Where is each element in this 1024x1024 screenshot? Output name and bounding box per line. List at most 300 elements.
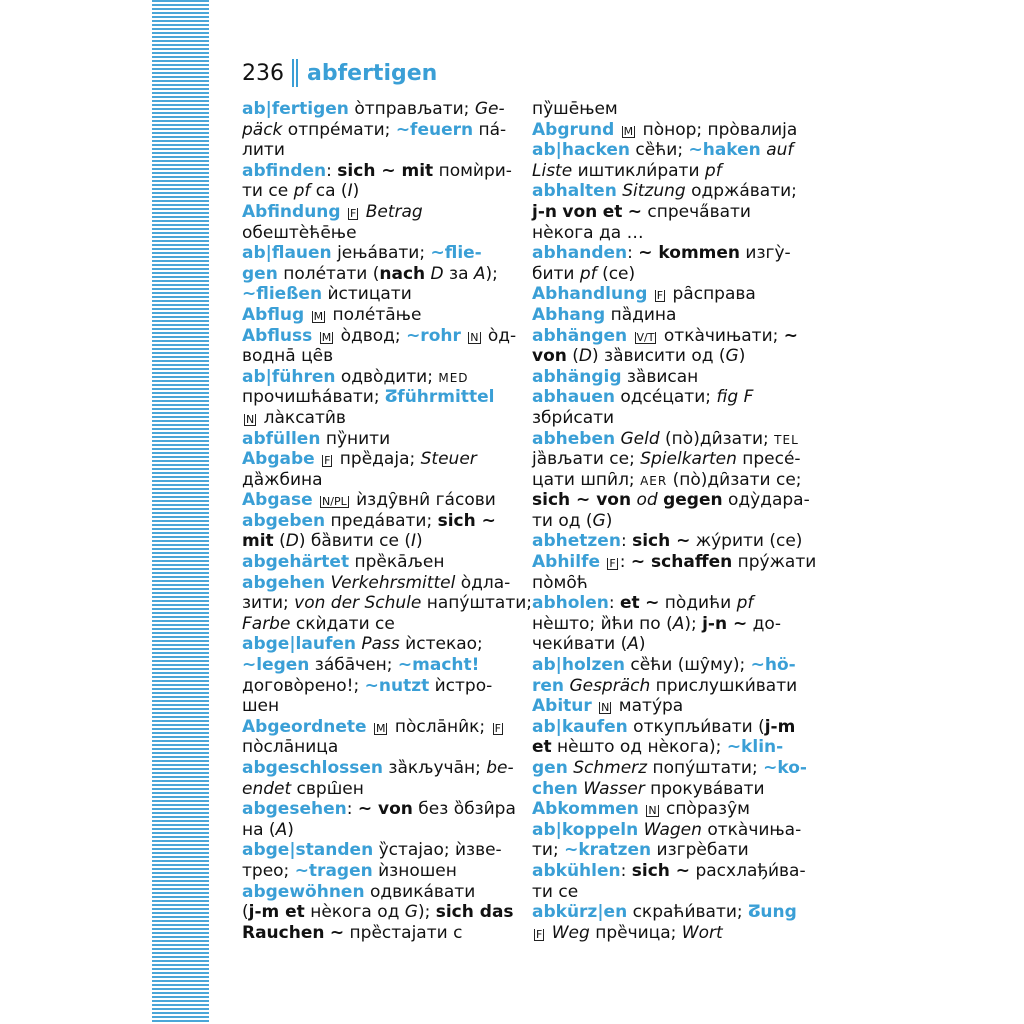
entry-line bbox=[242, 799, 516, 820]
bold-text: ~ schaffen bbox=[630, 552, 733, 573]
text: нѐкога од bbox=[304, 902, 405, 923]
entry-line bbox=[242, 923, 508, 944]
entry-line bbox=[532, 696, 800, 717]
headword: Abfindung bbox=[242, 201, 341, 222]
grammar-label: F bbox=[609, 557, 616, 571]
text: пру́жати bbox=[732, 552, 817, 573]
text: скѝдати се bbox=[290, 613, 395, 634]
text: ) ба̏вити се ( bbox=[298, 531, 412, 552]
text: прислушки́вати bbox=[650, 675, 798, 696]
text: ( bbox=[566, 346, 579, 367]
entry-line bbox=[532, 799, 800, 820]
italic-text: A bbox=[627, 634, 639, 655]
italic-text: Verkehrsmittel bbox=[330, 572, 456, 593]
italic-text: Spielkarten bbox=[640, 449, 737, 470]
entry-line bbox=[532, 490, 810, 511]
text bbox=[367, 717, 372, 737]
text: одвика́вати bbox=[364, 881, 476, 902]
italic-text: Sitzung bbox=[622, 181, 686, 202]
text: за̏висан bbox=[621, 366, 699, 387]
grammar-label: V/T bbox=[636, 330, 655, 344]
text: иштикли́рати bbox=[572, 160, 705, 181]
entry-line bbox=[242, 655, 508, 676]
text: скраћи́вати; bbox=[627, 902, 749, 923]
text: збри́сати bbox=[532, 407, 615, 428]
text: пре̏даја; bbox=[334, 449, 421, 470]
italic-text: Pass bbox=[361, 634, 400, 655]
bold-text: ~ bbox=[627, 201, 642, 222]
headword: ~macht! bbox=[397, 655, 480, 676]
text: (по̀)ди̑зати се; bbox=[667, 469, 802, 490]
text: попу́штати; bbox=[647, 758, 764, 778]
text: чеки́вати ( bbox=[532, 634, 628, 655]
entry-line bbox=[532, 161, 800, 182]
text: лити bbox=[242, 140, 285, 161]
entry-line bbox=[532, 737, 800, 758]
text: преда́вати; bbox=[325, 510, 438, 531]
text: догово̀рено!; bbox=[242, 675, 365, 696]
text: напу́штати; bbox=[421, 593, 532, 614]
text: поле́та̄ње bbox=[327, 304, 422, 325]
text: : bbox=[608, 593, 621, 614]
text: откупљи́вати ( bbox=[627, 716, 765, 737]
headword: ~haken bbox=[688, 140, 761, 161]
headword: ~hö- bbox=[750, 655, 796, 676]
text: ти се bbox=[532, 881, 579, 902]
entry-line bbox=[242, 470, 508, 491]
headword: ~feuern bbox=[395, 119, 474, 140]
grammar-label: N bbox=[246, 412, 255, 426]
entry-line bbox=[242, 717, 508, 738]
headword: ⵒung bbox=[748, 902, 797, 923]
italic-text: päck bbox=[242, 119, 283, 140]
bold-text: et bbox=[602, 201, 623, 222]
text: за́ба̄чен; bbox=[309, 655, 398, 676]
headword: abhängen bbox=[532, 325, 628, 346]
entry-line bbox=[242, 202, 508, 223]
italic-text: Farbe bbox=[242, 613, 291, 634]
headword: ab|flauen bbox=[242, 243, 332, 264]
bold-text: sich ~ bbox=[437, 510, 496, 531]
grammar-label: M bbox=[321, 330, 332, 344]
entry-line bbox=[242, 840, 508, 861]
text: пре̏ка̄љен bbox=[349, 552, 445, 573]
entry-line bbox=[242, 593, 532, 614]
text: ла̀ксати̑в bbox=[258, 407, 346, 428]
header-rule bbox=[296, 59, 298, 87]
italic-text: Ge- bbox=[474, 99, 505, 119]
text: : bbox=[619, 552, 631, 573]
text: ) bbox=[638, 634, 646, 655]
text: трео; bbox=[242, 860, 295, 881]
text: јења́вати; bbox=[331, 243, 431, 264]
grammar-label: N bbox=[648, 804, 657, 818]
text bbox=[647, 284, 652, 304]
headword: abholen bbox=[532, 593, 609, 614]
dictionary-column-left bbox=[242, 99, 532, 943]
text bbox=[341, 202, 346, 222]
entry-line bbox=[532, 449, 800, 470]
text bbox=[639, 799, 644, 819]
entry-line bbox=[242, 429, 508, 450]
headword: Abhilfe bbox=[532, 552, 601, 573]
entry-line bbox=[532, 717, 800, 738]
bold-text: mit bbox=[242, 531, 274, 552]
text: одсе́цати; bbox=[614, 387, 717, 408]
entry-line bbox=[532, 99, 800, 120]
italic-text: Wagen bbox=[643, 819, 702, 840]
text: : bbox=[620, 531, 633, 552]
headword: gen bbox=[532, 758, 568, 778]
entry-line bbox=[532, 181, 800, 202]
text: водна̄ це̑в bbox=[242, 346, 334, 367]
text: : bbox=[627, 243, 639, 264]
bold-text: ~ bbox=[783, 325, 798, 346]
text: (по̀)ди̑зати; bbox=[659, 428, 775, 449]
entry-line bbox=[242, 614, 508, 635]
entry-line bbox=[532, 593, 800, 614]
grammar-label: F bbox=[656, 289, 664, 303]
grammar-label: N bbox=[601, 701, 610, 715]
text: по̀дићи bbox=[659, 593, 737, 614]
grammar-label: F bbox=[349, 206, 357, 220]
italic-text: pf bbox=[736, 593, 754, 614]
entry-line bbox=[242, 325, 517, 347]
text: помѝри- bbox=[433, 160, 512, 181]
text: пре̏чица; bbox=[589, 922, 682, 943]
text: ра̑справа bbox=[667, 284, 756, 305]
italic-text: Gespräch bbox=[569, 675, 651, 696]
italic-text: G bbox=[592, 510, 606, 531]
text: по̀нор; про̀валија bbox=[637, 119, 798, 140]
headword: abgeben bbox=[242, 510, 326, 531]
headword: Abitur bbox=[532, 696, 592, 717]
text: спречa̋вати bbox=[642, 201, 751, 222]
italic-text: pf bbox=[704, 160, 722, 181]
entry-line bbox=[242, 99, 508, 120]
entry-line bbox=[532, 367, 800, 388]
entry-line bbox=[532, 120, 800, 141]
text: обештѐће̄ње bbox=[242, 222, 357, 243]
text bbox=[315, 449, 320, 469]
italic-text: endet bbox=[242, 778, 292, 799]
entry-line bbox=[242, 531, 508, 552]
grammar-label: F bbox=[494, 721, 501, 735]
entry-line bbox=[532, 779, 800, 800]
grammar-label: F bbox=[536, 927, 543, 941]
entry-line bbox=[242, 779, 508, 800]
grammar-label: N/PL bbox=[322, 495, 347, 509]
text bbox=[592, 696, 597, 716]
headword: ren bbox=[532, 675, 565, 696]
headword: ~rohr bbox=[406, 325, 461, 346]
headword: ~flie- bbox=[430, 243, 482, 264]
text bbox=[312, 326, 317, 346]
headword: abhetzen bbox=[532, 531, 621, 552]
headword: abfinden bbox=[242, 160, 327, 181]
entry-line bbox=[532, 470, 800, 491]
italic-text: G bbox=[404, 902, 418, 923]
grammar-label: N bbox=[470, 330, 479, 344]
entry-line bbox=[242, 367, 508, 388]
entry-line bbox=[242, 408, 508, 429]
italic-text: Wasser bbox=[583, 778, 645, 799]
small-caps-label: MED bbox=[438, 370, 469, 385]
text: шен bbox=[242, 696, 280, 717]
text: мату́ра bbox=[613, 696, 684, 717]
bold-text: ~ von bbox=[357, 799, 413, 820]
italic-text: pf bbox=[579, 263, 597, 284]
text: ); bbox=[684, 613, 703, 634]
entry-line bbox=[532, 573, 800, 594]
text: ѝзду̑вни̑ га́сови bbox=[350, 490, 496, 511]
text: ја̏вљати се; bbox=[532, 449, 641, 470]
entry-line bbox=[532, 243, 800, 264]
entry-line bbox=[532, 758, 807, 779]
text: сврш̑ен bbox=[291, 778, 364, 799]
entry-line bbox=[532, 902, 800, 923]
entry-line bbox=[242, 511, 508, 532]
bold-text: j-m bbox=[764, 716, 796, 737]
text: ); bbox=[417, 902, 436, 923]
headword: abhanden bbox=[532, 243, 628, 264]
page-header bbox=[242, 58, 437, 88]
bold-text: et bbox=[532, 737, 552, 758]
italic-text: Geld bbox=[620, 428, 660, 449]
text: у̏стајао; ѝзве- bbox=[373, 840, 502, 861]
text: расхлађи́ва- bbox=[690, 860, 806, 881]
headword: ~nutzt bbox=[364, 675, 430, 696]
text: ) bbox=[416, 531, 423, 552]
entry-line bbox=[242, 264, 508, 285]
text: па̏дина bbox=[605, 304, 677, 325]
text: прочишћа́вати; bbox=[242, 387, 385, 408]
entry-line bbox=[532, 676, 800, 697]
running-head: abfertigen bbox=[307, 60, 438, 86]
entry-line bbox=[532, 387, 800, 408]
headword: Abfluss bbox=[242, 325, 313, 346]
text: за bbox=[443, 263, 474, 284]
entry-line bbox=[532, 511, 800, 532]
headword: ~klin- bbox=[726, 737, 784, 758]
entry-line bbox=[532, 326, 800, 347]
text: зити; bbox=[242, 593, 295, 614]
headword: ab|hacken bbox=[532, 140, 630, 161]
text: : bbox=[326, 160, 338, 181]
grammar-label: M bbox=[313, 309, 324, 323]
text: нѐкога да … bbox=[532, 222, 644, 243]
text: изгу̀- bbox=[740, 243, 791, 264]
entry-line bbox=[242, 387, 508, 408]
text: се̏ћи (шу̑му); bbox=[625, 655, 751, 676]
bold-text: nach bbox=[379, 263, 426, 284]
entry-line bbox=[532, 820, 800, 841]
text: ѝстицати bbox=[322, 284, 412, 305]
entry-line bbox=[242, 305, 508, 326]
headword: Abgeordnete bbox=[242, 716, 367, 737]
italic-text: Steuer bbox=[420, 449, 477, 470]
headword: ab|fertigen bbox=[242, 99, 349, 119]
bold-text: ~ kommen bbox=[638, 243, 741, 264]
headword: gen bbox=[242, 263, 278, 284]
headword: abgesehen bbox=[242, 799, 347, 820]
text: : bbox=[620, 860, 632, 881]
text: прокува́вати bbox=[644, 778, 765, 799]
italic-text: G bbox=[725, 346, 739, 367]
headword: abhalten bbox=[532, 181, 617, 202]
text: ѝстекао; bbox=[399, 634, 483, 655]
text: на ( bbox=[242, 819, 276, 840]
text: без о̏бзи̑ра bbox=[412, 799, 516, 820]
italic-text: auf bbox=[766, 140, 794, 161]
headword: abgehärtet bbox=[242, 552, 350, 573]
italic-text: Schmerz bbox=[573, 758, 648, 778]
italic-text: fig bbox=[716, 387, 739, 408]
entry-line bbox=[242, 861, 508, 882]
text: одржа́вати; bbox=[685, 181, 797, 202]
headword: Abflug bbox=[242, 304, 305, 325]
italic-text: D bbox=[285, 531, 299, 552]
italic-text: D bbox=[578, 346, 593, 367]
text: по̀сла̄ница bbox=[242, 737, 339, 758]
entry-line bbox=[242, 449, 508, 470]
text: ); bbox=[485, 263, 498, 284]
text bbox=[461, 326, 466, 346]
text: ти; bbox=[532, 840, 565, 861]
text: па́- bbox=[473, 119, 507, 140]
entry-line bbox=[532, 408, 800, 429]
entry-line bbox=[532, 552, 817, 573]
headword: ~legen bbox=[242, 655, 310, 676]
text: о̀дла- bbox=[455, 572, 511, 593]
bold-text: ~ bbox=[329, 922, 345, 943]
headword: Abhang bbox=[532, 304, 606, 325]
text: пре̏стајати с bbox=[344, 922, 463, 943]
bold-text: ~ bbox=[645, 593, 660, 614]
entry-line bbox=[532, 140, 800, 161]
dictionary-column-right bbox=[532, 99, 817, 943]
headword: Abgase bbox=[242, 490, 313, 511]
italic-text: A bbox=[275, 819, 288, 840]
text bbox=[600, 552, 605, 572]
text: за̏кључа̄н; bbox=[383, 758, 487, 778]
entry-line bbox=[242, 758, 514, 779]
headword: ~ko- bbox=[763, 758, 807, 778]
text: ) bbox=[738, 346, 746, 367]
headword: Abgrund bbox=[532, 119, 615, 140]
headword: abge|standen bbox=[242, 840, 374, 861]
entry-line bbox=[532, 860, 806, 882]
entry-line bbox=[532, 305, 800, 326]
italic-text: Wort bbox=[681, 922, 723, 943]
headword: ~fließen bbox=[242, 284, 323, 305]
italic-text: von der Schule bbox=[294, 593, 422, 614]
bold-text: et bbox=[620, 593, 640, 614]
headword: Abgabe bbox=[242, 449, 315, 470]
italic-text: A bbox=[473, 263, 486, 284]
entry-line bbox=[532, 346, 800, 367]
text: цати шпи̑л; bbox=[532, 469, 641, 490]
text: ти се bbox=[242, 181, 294, 202]
text: ) bbox=[605, 510, 613, 531]
text: да̏жбина bbox=[242, 469, 323, 490]
text: ) bbox=[352, 181, 360, 202]
entry-line bbox=[242, 737, 508, 758]
headword: ⵒführmittel bbox=[384, 387, 495, 408]
bold-text: von bbox=[562, 201, 598, 222]
bold-text: gegen bbox=[663, 490, 723, 511]
entry-line bbox=[242, 552, 508, 573]
text: òтправљати; bbox=[348, 99, 475, 119]
bold-text: sich ~ bbox=[631, 860, 691, 881]
entry-line bbox=[242, 490, 508, 511]
grammar-label: F bbox=[324, 454, 331, 468]
text: ) за̏висити од ( bbox=[592, 346, 726, 367]
entry-line bbox=[532, 655, 800, 676]
headword: abhängig bbox=[532, 366, 622, 387]
headword: abfüllen bbox=[242, 428, 321, 449]
italic-text: od bbox=[636, 490, 658, 511]
entry-line bbox=[532, 531, 803, 552]
entry-line bbox=[242, 243, 508, 264]
entry-line bbox=[242, 902, 514, 923]
headword: ab|führen bbox=[242, 366, 336, 387]
text: ( bbox=[242, 902, 249, 923]
text: отпре́мати; bbox=[282, 119, 396, 140]
entry-line bbox=[242, 820, 508, 841]
text: ти од ( bbox=[532, 510, 593, 531]
bold-text: sich ~ bbox=[632, 531, 691, 552]
entry-line bbox=[242, 284, 508, 305]
headword: Abkommen bbox=[532, 799, 639, 820]
entry-line bbox=[242, 346, 508, 367]
text: нѐшто; и̏ћи по ( bbox=[532, 613, 673, 634]
entry-line bbox=[242, 160, 512, 182]
text: ѝзношен bbox=[372, 860, 457, 881]
text: изгрѐбати bbox=[651, 840, 749, 861]
bold-text: sich ~ mit bbox=[337, 160, 434, 181]
headword: ab|holzen bbox=[532, 655, 625, 676]
entry-line bbox=[532, 923, 800, 944]
entry-line bbox=[242, 634, 508, 655]
entry-line bbox=[532, 264, 800, 285]
text: пу̏нити bbox=[320, 428, 391, 449]
headword: Abhandlung bbox=[532, 284, 648, 305]
bold-text: von bbox=[532, 346, 567, 367]
italic-text: D bbox=[430, 263, 444, 284]
headword: ab|koppeln bbox=[532, 819, 639, 840]
headword: abgeschlossen bbox=[242, 758, 384, 778]
entry-line bbox=[242, 696, 508, 717]
italic-text: A bbox=[672, 613, 685, 634]
entry-line bbox=[242, 140, 508, 161]
text: нѐшто од нѐкога); bbox=[551, 737, 727, 758]
text: (се) bbox=[596, 263, 636, 284]
entry-line bbox=[242, 120, 508, 141]
entry-line bbox=[532, 882, 800, 903]
text: ) bbox=[287, 819, 294, 840]
text: о̀д- bbox=[482, 325, 517, 346]
headword: abgehen bbox=[242, 572, 326, 593]
entry-line bbox=[532, 223, 800, 244]
text: се̏ћи; bbox=[629, 140, 689, 161]
entry-line bbox=[532, 429, 800, 450]
header-rule bbox=[292, 59, 294, 87]
headword: ab|kaufen bbox=[532, 716, 628, 737]
headword: ~kratzen bbox=[564, 840, 652, 861]
text: до- bbox=[747, 613, 781, 634]
italic-text: be- bbox=[486, 758, 514, 778]
